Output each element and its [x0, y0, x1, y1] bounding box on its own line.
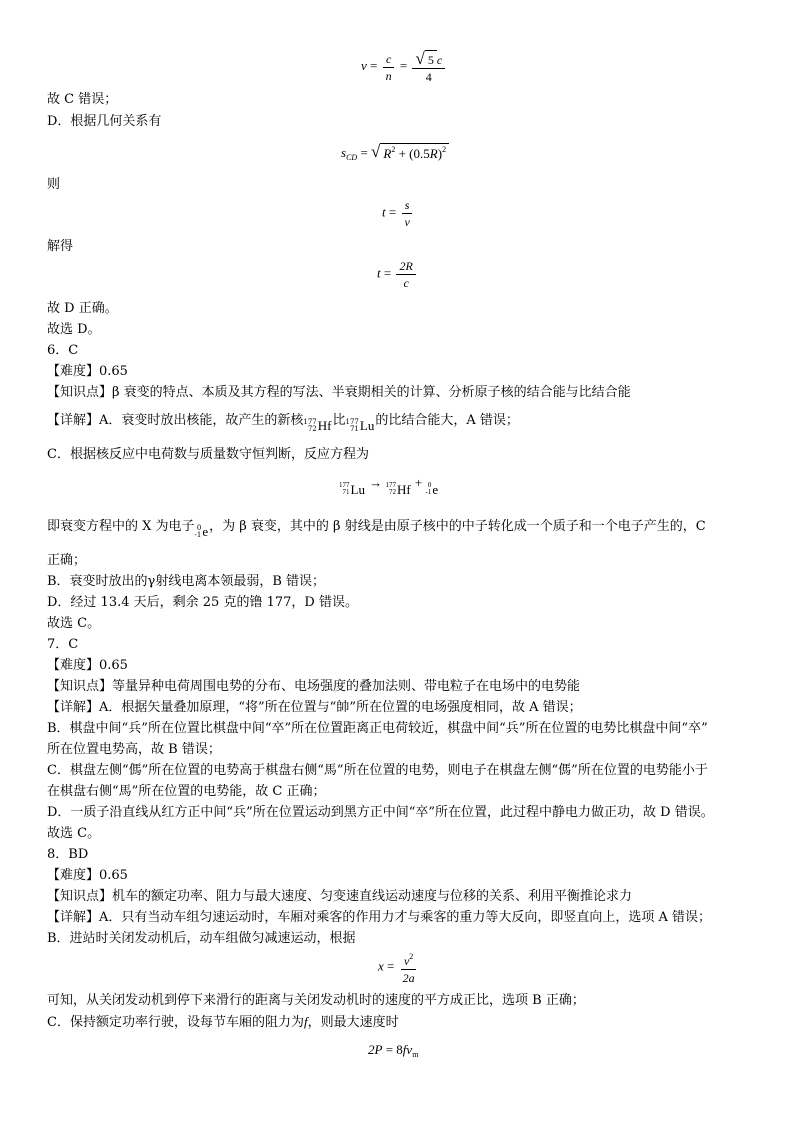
text-line: 故选 D。	[47, 322, 101, 337]
knowledge-points: 【知识点】等量异种电荷周围电势的分布、电场强度的叠加法则、带电粒子在电场中的电势能	[47, 679, 581, 694]
text-line: D．根据几何关系有	[47, 114, 162, 129]
nuclide-hf: 177 72 Hf	[303, 418, 332, 433]
equation-scd: $s_{CD}$ = √ $R^2 + (0.5R)^2$	[341, 143, 449, 162]
equation-t-sv: t = $\frac{s}{v}$	[382, 198, 415, 229]
text-line: B．衰变时放出的γ射线电离本领最弱，B 错误；	[47, 574, 326, 589]
difficulty: 【难度】0.65	[47, 868, 128, 883]
equation-power: $2P = 8fv_m$	[368, 1042, 419, 1059]
text-line: C．保持额定功率行驶，设每节车厢的阻力为f，则最大速度时	[47, 1014, 399, 1030]
text-line: 解得	[47, 239, 74, 254]
question-number: 6．C	[47, 343, 79, 358]
text-line: C．根据核反应中电荷数与质量数守恒判断，反应方程为	[47, 447, 369, 462]
nuclide-lu: 177 71 Lu	[345, 418, 375, 433]
question-number: 8．BD	[47, 847, 89, 862]
text-line: 故 D 正确。	[47, 301, 118, 316]
difficulty: 【难度】0.65	[47, 658, 128, 673]
question-number: 7．C	[47, 637, 79, 652]
text-line: D．一质子沿直线从红方正中间“兵”所在位置运动到黑方正中间“卒”所在位置，此过程中静电力做正功，故 D 错误。	[47, 805, 714, 820]
text-line: D．经过 13.4 天后，剩余 25 克的镥 177，D 错误。	[47, 595, 358, 610]
text-line: 则	[47, 177, 61, 192]
equation-v: v = $\frac{c}{n}$ = √ 5 c 4	[361, 50, 447, 84]
text-line: 在棋盘右侧“馬”所在位置的电势能，故 C 正确；	[47, 784, 326, 799]
text-line: 所在位置电势高，故 B 错误；	[47, 742, 221, 757]
text-line: 故 C 错误；	[47, 92, 118, 107]
text-line: 故选 C。	[47, 616, 101, 631]
reaction-equation: 177 71 Lu → 177 72 Hf + 0 -1 e	[339, 475, 439, 497]
detail-line: 【详解】A．衰变时放出核能，故产生的新核 177 72 Hf 比 177 71 Lu 的比结合能大，A 错误；	[47, 413, 519, 433]
knowledge-points: 【知识点】机车的额定功率、阻力与最大速度、匀变速直线运动速度与位移的关系、利用平衡推论求力	[47, 889, 633, 904]
text-line: B．棋盘中间“兵”所在位置比棋盘中间“卒”所在位置距离正电荷较近，棋盘中间“兵”所在位置的电势比棋盘中间“卒”	[47, 721, 708, 736]
text-line: 【详解】A．只有当动车组匀速运动时，车厢对乘客的作用力才与乘客的重力等大反向，即竖直向上，选项 A 错误；	[47, 910, 712, 925]
text-line: 正确；	[47, 553, 87, 568]
equation-x: x = $\frac{v^2}{2a}$	[378, 952, 415, 985]
text-line: 【详解】A．根据矢量叠加原理，“将”所在位置与“帥”所在位置的电场强度相同，故 A 错误；	[47, 700, 582, 715]
text-line: 可知，从关闭发动机到停下来滑行的距离与关闭发动机时的速度的平方成正比，选项 B 正确；	[47, 993, 585, 1008]
text-line: C．棋盘左侧“傌”所在位置的电势高于棋盘右侧“馬”所在位置的电势，则电子在棋盘左侧“傌”所在位置的电势能小于	[47, 763, 708, 778]
difficulty: 【难度】0.65	[47, 364, 128, 379]
knowledge-points: 【知识点】β 衰变的特点、本质及其方程的写法、半衰期相关的计算、分析原子核的结合能与比结合能	[47, 385, 631, 400]
text-line: 故选 C。	[47, 826, 101, 841]
equation-t-2rc: t = $\frac{2R}{c}$	[377, 259, 418, 290]
detail-line: 即衰变方程中的 X 为电子 0 -1 e ，为 β 衰变，其中的 β 射线是由原子核中的中子转化成一个质子和一个电子产生的，C	[47, 519, 706, 539]
text-line: B．进站时关闭发动机后，动车组做匀减速运动，根据	[47, 931, 356, 946]
